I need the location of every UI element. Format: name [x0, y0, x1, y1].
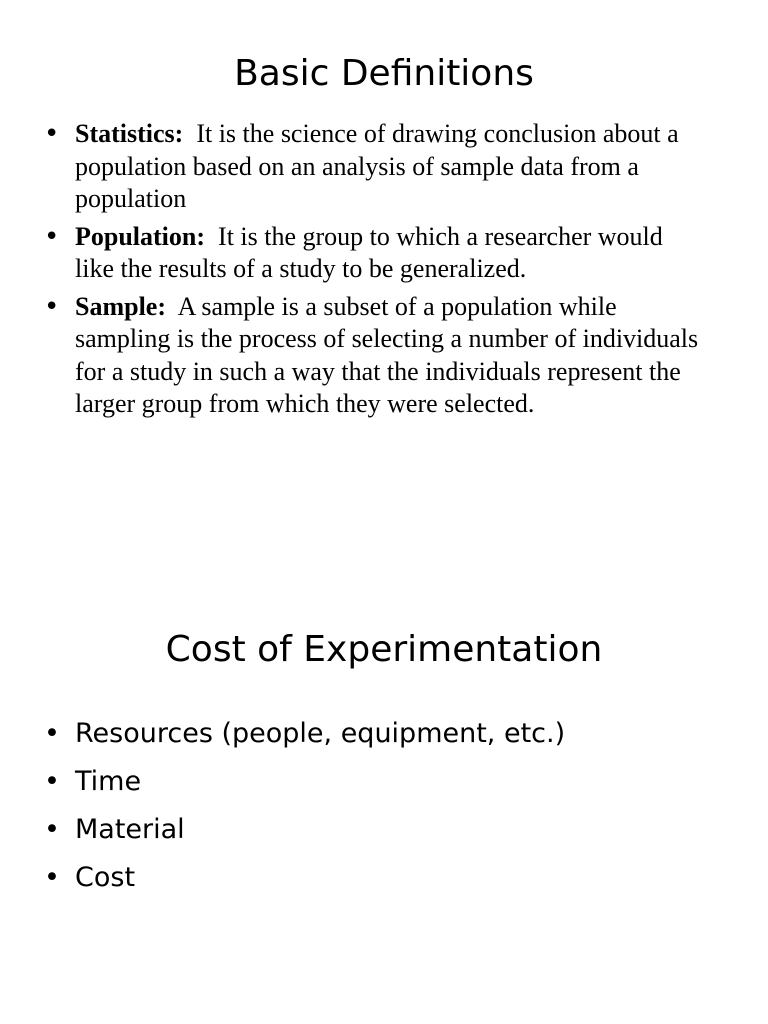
- list-item-text: Time: [75, 766, 142, 797]
- list-item: [0, 118, 768, 216]
- bullet-icon: •: [44, 221, 60, 252]
- definition-text: It is the group to which a researcher would like the results of a study to be generalized.: [75, 221, 670, 283]
- definition-term: Sample:: [75, 291, 166, 321]
- list-item-text: Material: [75, 814, 185, 845]
- bullet-icon: •: [44, 291, 60, 322]
- definition-text: It is the science of drawing conclusion about a population based on an analysis of sample data from a population: [75, 119, 686, 213]
- list-item-text: Resources (people, equipment, etc.): [75, 718, 566, 749]
- list-item: [0, 716, 768, 752]
- bullet-icon: •: [44, 862, 60, 893]
- definition-text: A sample is a subset of a population while sampling is the process of selecting a number of individuals for a study in such a way that the individuals represent the larger group from which they were selected.: [75, 291, 705, 418]
- definitions-list: [0, 118, 768, 426]
- list-item: [0, 764, 768, 800]
- list-item: [0, 221, 768, 286]
- bullet-icon: •: [44, 814, 60, 845]
- bullet-icon: •: [44, 766, 60, 797]
- slide-title: Cost of Experimentation: [165, 629, 603, 670]
- list-item: [0, 860, 768, 896]
- slide-title: Basic Definitions: [234, 53, 534, 94]
- definition-term: Statistics:: [75, 119, 184, 148]
- list-item: [0, 812, 768, 848]
- definition-term: Population:: [75, 221, 206, 251]
- cost-list: [0, 716, 768, 908]
- slide-cost-of-experimentation: [0, 576, 768, 1024]
- bullet-icon: •: [44, 718, 60, 749]
- list-item: [0, 291, 768, 421]
- bullet-icon: •: [44, 119, 60, 149]
- list-item-text: Cost: [75, 862, 136, 893]
